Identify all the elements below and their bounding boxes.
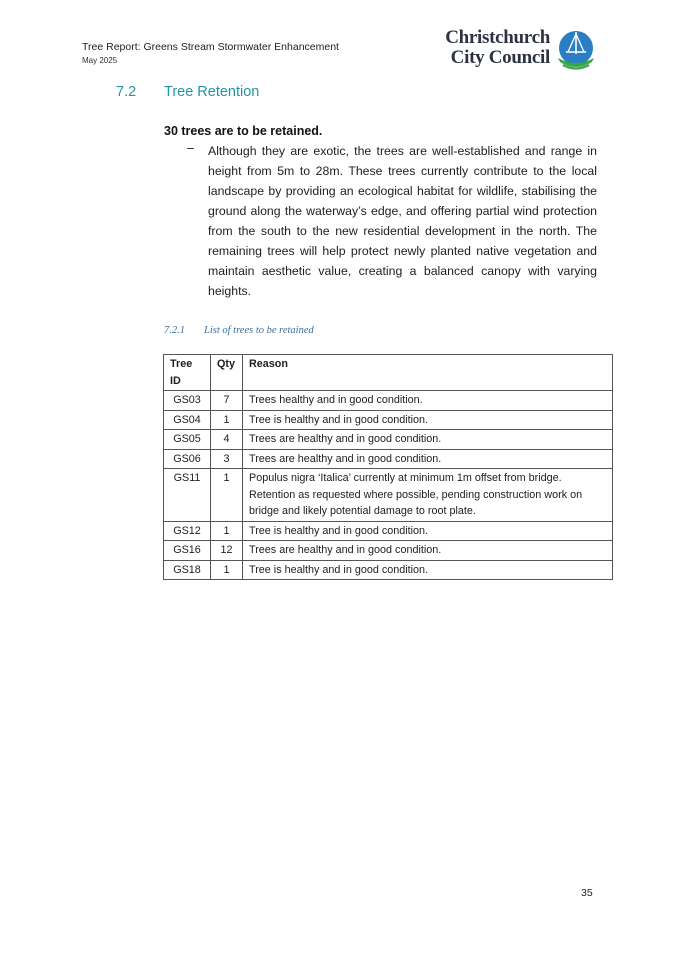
table-row (164, 430, 613, 450)
tree-id-cell: GS18 (164, 560, 211, 580)
table-row (164, 521, 613, 541)
section-title: Tree Retention (164, 84, 260, 100)
list-dash-marker: – (187, 141, 194, 155)
tree-id-cell: GS03 (164, 391, 211, 411)
retained-summary: 30 trees are to be retained. (164, 124, 323, 138)
qty-cell: 1 (211, 410, 243, 430)
retention-description-paragraph: Although they are exotic, the trees are well-established and range in height from 5m to 28m. These trees currently contribute to the local landscape by providing an ecological habitat for wildlife, stabilising the ground along the waterway’s edge, and offering partial wind protection from the south to the new residential development in the north. The remaining trees will help protect newly planted native vegetation and maintain aesthetic value, creating a balanced canopy with varying heights. (208, 144, 597, 298)
table-header-row (164, 355, 613, 391)
tree-id-cell: GS16 (164, 541, 211, 561)
section-number: 7.2 (116, 84, 137, 100)
column-header-qty: Qty (211, 355, 243, 391)
qty-cell: 1 (211, 521, 243, 541)
tree-id-cell: GS11 (164, 469, 211, 522)
reason-cell: Trees are healthy and in good condition. (243, 449, 613, 469)
table-row (164, 560, 613, 580)
reason-cell: Populus nigra ‘Italica’ currently at minimum 1m offset from bridge. Retention as requested where possible, pending construction work on bridge and likely potential damage to root plate. (243, 469, 613, 522)
qty-cell: 3 (211, 449, 243, 469)
table-row (164, 541, 613, 561)
column-header-reason: Reason (243, 355, 613, 391)
council-emblem-icon (554, 28, 598, 72)
qty-cell: 1 (211, 560, 243, 580)
table-row (164, 391, 613, 411)
document-header-date: May 2025 (82, 56, 118, 65)
document-header-title: Tree Report: Greens Stream Stormwater Enhancement (82, 41, 339, 53)
reason-cell: Tree is healthy and in good condition. (243, 410, 613, 430)
christchurch-city-council-logo (428, 28, 598, 72)
reason-cell: Tree is healthy and in good condition. (243, 560, 613, 580)
qty-cell: 1 (211, 469, 243, 522)
reason-cell: Trees healthy and in good condition. (243, 391, 613, 411)
subsection-number: 7.2.1 (164, 325, 185, 336)
logo-text-line1: Christchurch (445, 27, 550, 48)
table-row (164, 410, 613, 430)
tree-id-cell: GS05 (164, 430, 211, 450)
column-header-tree-id: Tree ID (164, 355, 211, 391)
reason-cell: Trees are healthy and in good condition. (243, 541, 613, 561)
qty-cell: 7 (211, 391, 243, 411)
logo-text-line2: City Council (450, 47, 550, 68)
qty-cell: 12 (211, 541, 243, 561)
table-row (164, 449, 613, 469)
tree-id-cell: GS04 (164, 410, 211, 430)
table-row (164, 469, 613, 522)
page-number: 35 (581, 887, 593, 899)
tree-id-cell: GS12 (164, 521, 211, 541)
tree-id-cell: GS06 (164, 449, 211, 469)
subsection-title: List of trees to be retained (204, 325, 314, 336)
reason-cell: Tree is healthy and in good condition. (243, 521, 613, 541)
qty-cell: 4 (211, 430, 243, 450)
retained-trees-table (163, 354, 613, 580)
reason-cell: Trees are healthy and in good condition. (243, 430, 613, 450)
